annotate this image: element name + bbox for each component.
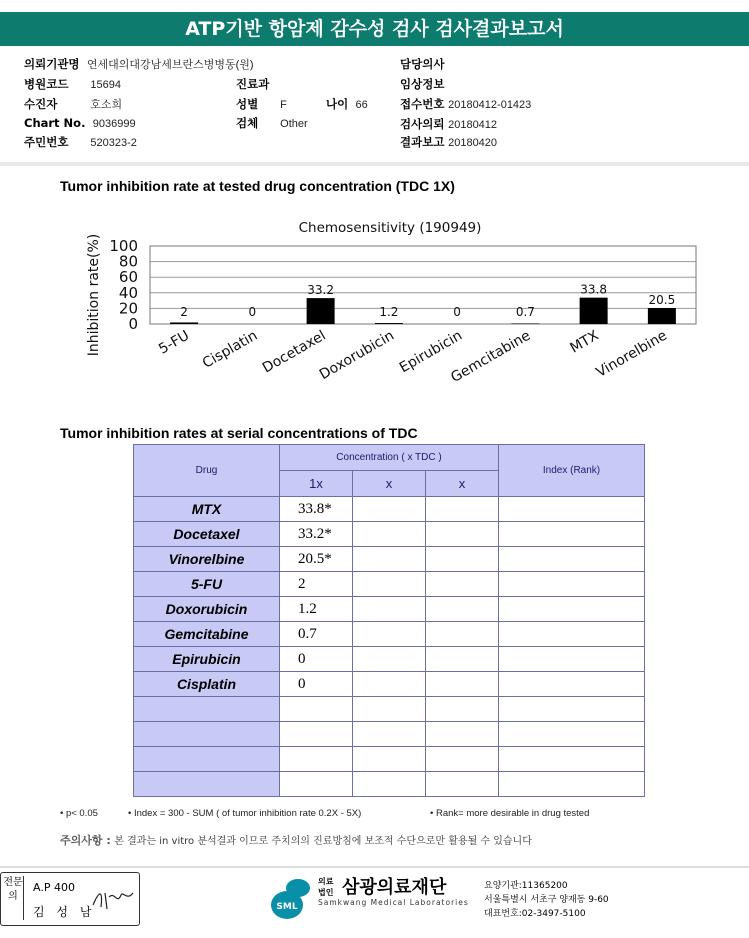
value-x-cell (353, 522, 426, 547)
field-report-date: 결과보고 20180420 (400, 135, 498, 149)
chart-bar-label: 0.7 (515, 305, 535, 319)
value-1x-cell: 33.2* (280, 522, 353, 547)
drug-header: Drug (134, 445, 280, 497)
caution (60, 832, 532, 848)
chart-xtick-label: Vinorelbine (593, 327, 670, 381)
drug-name-cell (134, 722, 280, 747)
chart-grid (150, 246, 696, 324)
value-x-cell (353, 647, 426, 672)
value-x2-cell (426, 722, 499, 747)
table-row (134, 622, 645, 647)
chart-bar (648, 308, 676, 324)
value-x2-cell (426, 647, 499, 672)
value-x-cell (353, 622, 426, 647)
section1-title: Tumor inhibition rate at tested drug concentration (TDC 1X) (60, 178, 455, 194)
index-cell (499, 622, 645, 647)
value-1x-cell: 0.7 (280, 622, 353, 647)
index-cell (499, 497, 645, 522)
chart-xtick-label: Gemcitabine (448, 327, 534, 386)
chart-xtick-label: 5-FU (156, 327, 193, 358)
value-1x-cell: 0 (280, 672, 353, 697)
drug-name-cell (134, 747, 280, 772)
value-x2-cell (426, 547, 499, 572)
index-cell (499, 597, 645, 622)
value-x-cell (353, 497, 426, 522)
value-x2-cell (426, 672, 499, 697)
sub-header-x1: x (353, 471, 426, 497)
value-1x-cell (280, 722, 353, 747)
chart-ytick-label: 80 (118, 252, 138, 271)
chart-bar (307, 298, 335, 324)
table-body (134, 497, 645, 797)
org-institution-code: 요양기관:11365200 (484, 881, 568, 891)
chart-plot-frame (150, 246, 696, 324)
org-phone: 대표번호:02-3497-5100 (484, 909, 586, 919)
specialist-tag: 전문의 (3, 876, 24, 920)
org-address: 서울특별시 서초구 양재동 9-60 (484, 895, 609, 905)
sub-header-x2: x (426, 471, 499, 497)
chart-bar-label: 33.8 (580, 282, 607, 297)
section2-title: Tumor inhibition rates at serial concentrations of TDC (60, 425, 418, 441)
value-1x-cell: 33.8* (280, 497, 353, 522)
sub-header-1x: 1x (280, 471, 353, 497)
sml-logo-icon (270, 874, 320, 922)
table-row (134, 572, 645, 597)
index-cell (499, 572, 645, 597)
value-1x-cell (280, 772, 353, 797)
report-title: ATP기반 항암제 감수성 검사 검사결과보고서 (0, 12, 749, 46)
field-specimen: 검체 Other (236, 116, 308, 130)
doctor-license: A.P 400 (33, 881, 75, 894)
chart-ytick-label: 20 (118, 299, 138, 318)
field-request-date: 검사의뢰 20180412 (400, 117, 498, 131)
chart-ytick-label: 60 (118, 268, 138, 287)
chemosensitivity-chart (60, 210, 720, 420)
chart-bar-label: 20.5 (648, 293, 676, 308)
chart-ytick-label: 100 (109, 237, 138, 255)
value-x2-cell (426, 497, 499, 522)
chart-bar-label: 0 (248, 305, 257, 319)
drug-name-cell: 5-FU (134, 572, 280, 597)
table-row (134, 722, 645, 747)
concentration-header: Concentration ( x TDC ) (280, 445, 499, 471)
index-cell (499, 697, 645, 722)
index-cell (499, 672, 645, 697)
caution-text: 본 결과는 in vitro 분석결과 이므로 주치의의 진료방침에 보조적 수단으로만 활용될 수 있습니다 (114, 836, 532, 847)
caution-label: 주의사항 : (60, 834, 111, 847)
chart-bar (580, 298, 608, 324)
field-department: 진료과 (236, 77, 270, 91)
chart-bar-label: 2 (180, 305, 188, 319)
field-clinical-info: 임상정보 (400, 77, 445, 91)
value-x2-cell (426, 772, 499, 797)
org-prefix: 의료 법인 (318, 877, 334, 897)
value-x-cell (353, 672, 426, 697)
chart-yticks (109, 237, 138, 333)
index-cell (499, 772, 645, 797)
chart-xticks (156, 327, 670, 386)
chart-bar (511, 323, 539, 324)
drug-name-cell: Docetaxel (134, 522, 280, 547)
chart-xtick-label: Cisplatin (199, 327, 261, 372)
table-row (134, 497, 645, 522)
index-cell (499, 722, 645, 747)
chart-ytick-label: 0 (128, 315, 138, 333)
field-patient: 수진자 호소희 (24, 97, 123, 111)
value-x2-cell (426, 747, 499, 772)
header-divider (0, 162, 749, 166)
value-x-cell (353, 772, 426, 797)
chart-bar-label: 0 (453, 305, 461, 319)
value-x-cell (353, 722, 426, 747)
value-1x-cell (280, 697, 353, 722)
table-row (134, 672, 645, 697)
chart-bar (170, 322, 198, 324)
value-x-cell (353, 547, 426, 572)
drug-name-cell (134, 697, 280, 722)
index-cell (499, 647, 645, 672)
note-pvalue: • p< 0.05 (60, 808, 98, 819)
drug-name-cell: Cisplatin (134, 672, 280, 697)
value-1x-cell: 0 (280, 647, 353, 672)
table-row (134, 647, 645, 672)
field-receipt-no: 접수번호 20180412-01423 (400, 97, 532, 111)
field-doctor: 담당의사 (400, 57, 445, 71)
drug-name-cell: Vinorelbine (134, 547, 280, 572)
drug-name-cell: Epirubicin (134, 647, 280, 672)
value-x2-cell (426, 522, 499, 547)
value-x-cell (353, 572, 426, 597)
field-chart-no: Chart No. 9036999 (24, 116, 136, 130)
field-institution: 의뢰기관명 연세대의대강남세브란스병병동(원) (24, 57, 254, 71)
value-x2-cell (426, 572, 499, 597)
table-row (134, 547, 645, 572)
drug-name-cell: Gemcitabine (134, 622, 280, 647)
signature-box (0, 872, 140, 926)
value-1x-cell: 2 (280, 572, 353, 597)
table-row (134, 697, 645, 722)
value-x2-cell (426, 697, 499, 722)
result-table (133, 444, 645, 797)
chart-bar-label: 1.2 (379, 305, 399, 319)
field-resident-no: 주민번호 520323-2 (24, 135, 137, 149)
field-hospital-code: 병원코드 15694 (24, 77, 121, 91)
svg-text:SML: SML (276, 902, 298, 912)
value-x-cell (353, 697, 426, 722)
value-1x-cell: 20.5* (280, 547, 353, 572)
note-index: • Index = 300 - SUM ( of tumor inhibition rate 0.2X - 5X) (128, 808, 362, 819)
org-english-name: Samkwang Medical Laboratories (318, 898, 469, 907)
value-1x-cell: 1.2 (280, 597, 353, 622)
field-age: 나이 66 (326, 97, 368, 111)
value-1x-cell (280, 747, 353, 772)
drug-name-cell: MTX (134, 497, 280, 522)
chart-xtick-label: MTX (567, 327, 602, 357)
signature-image (91, 887, 135, 913)
chart-bar-label: 33.2 (307, 283, 334, 298)
table-row (134, 522, 645, 547)
table-row (134, 597, 645, 622)
chart-bars (170, 298, 676, 324)
value-x2-cell (426, 597, 499, 622)
footer-divider (0, 866, 749, 868)
table-row (134, 772, 645, 797)
org-name: 삼광의료재단 (342, 877, 447, 898)
index-header: Index (Rank) (499, 445, 645, 497)
value-x2-cell (426, 622, 499, 647)
doctor-name: 김 성 남 (33, 905, 96, 919)
chart-xtick-label: Doxorubicin (316, 327, 397, 384)
chart-xtick-label: Docetaxel (259, 327, 329, 377)
index-cell (499, 522, 645, 547)
index-cell (499, 547, 645, 572)
chart-ylabel: Inhibition rate(%) (86, 233, 102, 357)
table-row (134, 747, 645, 772)
value-x-cell (353, 597, 426, 622)
chart-title: Chemosensitivity (190949) (298, 220, 482, 236)
index-cell (499, 747, 645, 772)
note-rank: • Rank= more desirable in drug tested (430, 808, 590, 819)
chart-ytick-label: 40 (118, 283, 138, 302)
drug-name-cell (134, 772, 280, 797)
value-x-cell (353, 747, 426, 772)
chart-xtick-label: Epirubicin (396, 327, 466, 377)
drug-name-cell: Doxorubicin (134, 597, 280, 622)
chart-bar (375, 323, 403, 324)
field-sex: 성별 F (236, 97, 287, 111)
